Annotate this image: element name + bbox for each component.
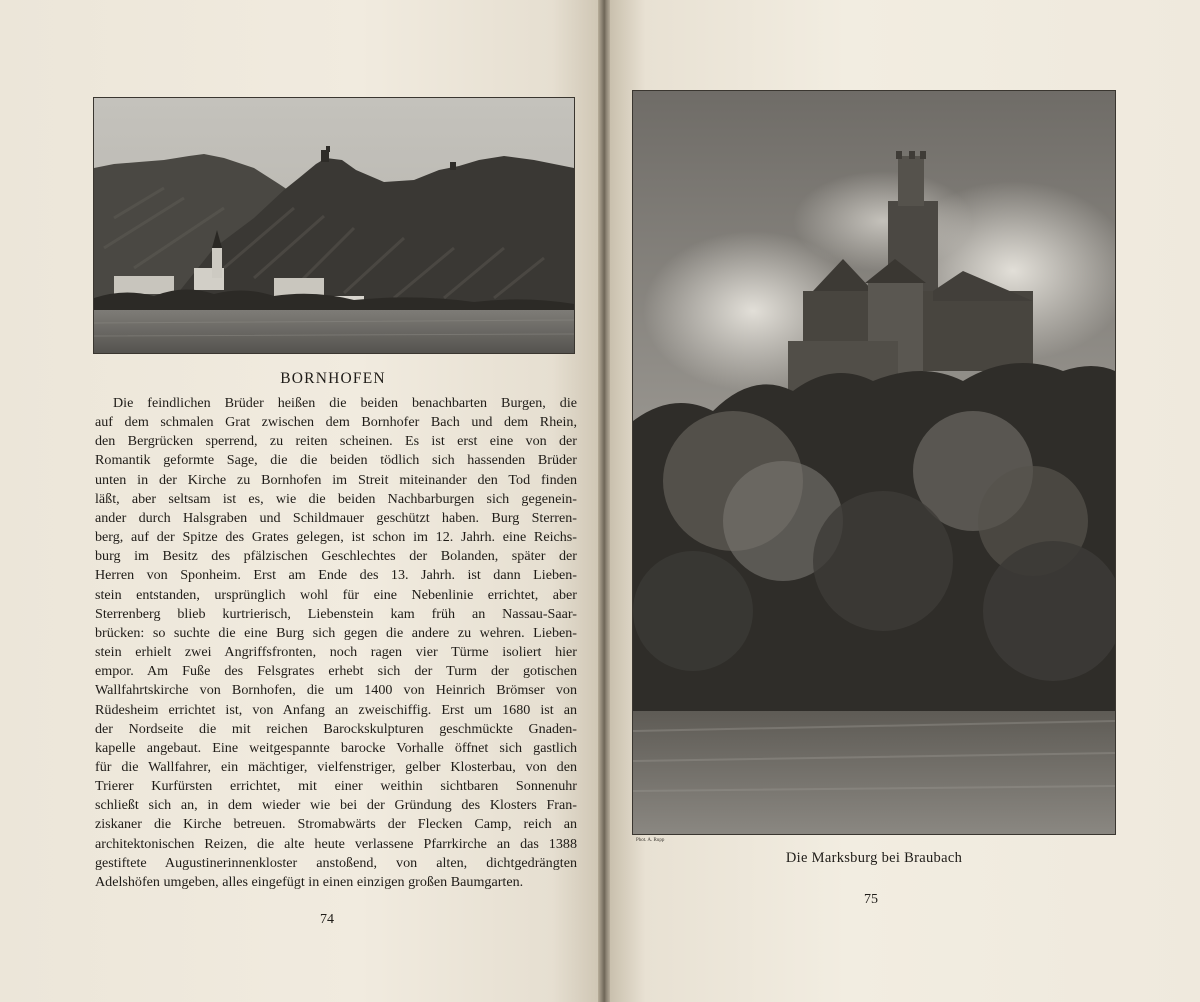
text-line: Rüdesheim errichtet ist, von Anfang an zweischiffig. Erst um 1680 ist an bbox=[95, 701, 577, 718]
text-line: Herren von Sponheim. Erst am Ende des 13. Jahrh. ist dann Lieben- bbox=[95, 567, 577, 584]
body-text bbox=[95, 394, 577, 892]
section-heading: BORNHOFEN bbox=[280, 370, 386, 387]
text-line: Adelshöfen umgeben, alles eingefügt in einen einzigen großen Baumgarten. bbox=[95, 873, 524, 890]
text-line: der Nordseite die mit reichen Barockskulpturen geschmückte Gnaden- bbox=[95, 720, 577, 737]
text-line: brücken: so suchte die eine Burg sich gegen die andere zu wehren. Lieben- bbox=[95, 624, 577, 641]
text-line: gestiftete Augustinerinnenkloster anstoßend, von alten, dichtgedrängten bbox=[95, 854, 577, 871]
text-line: ander durch Halsgraben und Schildmauer geschützt haben. Burg Sterren- bbox=[95, 509, 577, 526]
text-line: Die feindlichen Brüder heißen die beiden benachbarten Burgen, die bbox=[113, 395, 577, 411]
bornhofen-landscape-image bbox=[94, 98, 574, 353]
text-line: empor. Am Fuße des Felsgrates erhebt sich der Turm der gotischen bbox=[95, 663, 577, 680]
text-line: burg im Besitz des pfälzischen Geschlechtes der Bolanden, später der bbox=[95, 548, 577, 565]
text-line: kapelle angebaut. Eine weitgespannte barocke Vorhalle öffnet sich gastlich bbox=[95, 739, 577, 756]
text-line: Romantik geformte Sage, die die beiden tödlich sich hassenden Brüder bbox=[95, 452, 577, 469]
text-line: den Bergrücken sperrend, zu reiten scheinen. Es ist erst eine von der bbox=[95, 433, 577, 450]
text-line: auf dem schmalen Grat zwischen dem Bornhofer Bach und dem Rhein, bbox=[95, 414, 577, 431]
bornhofen-photo bbox=[93, 97, 575, 354]
marksburg-castle-image bbox=[633, 91, 1115, 834]
text-line: stein erhielt zwei Angriffsfronten, noch ragen vier Türme isoliert hier bbox=[95, 644, 577, 661]
photo-credit: Phot. A. Rupp bbox=[636, 838, 665, 843]
photo-caption: Die Marksburg bei Braubach bbox=[785, 850, 963, 866]
text-line: unten in der Kirche zu Bornhofen im Streit miteinander den Tod finden bbox=[95, 471, 577, 488]
text-line: läßt, aber seltsam ist es, wie die beiden Nachbarburgen sich gegenein- bbox=[95, 490, 577, 507]
page-number-right: 75 bbox=[864, 892, 878, 907]
text-line: berg, auf der Spitze des Grates gelegen, ist schon im 12. Jahrh. eine Reichs- bbox=[95, 529, 577, 546]
text-line: für die Wallfahrer, ein mächtiger, vielfenstriger, gelber Klosterbau, von den bbox=[95, 758, 577, 775]
text-line: schließt sich an, in dem wieder wie bei der Gründung des Klosters Fran- bbox=[95, 797, 577, 814]
text-line: Trierer Kurfürsten errichtet, mit einer weithin sichtbaren Sonnenuhr bbox=[95, 778, 577, 795]
page-number-left: 74 bbox=[320, 912, 334, 927]
text-line: Sterrenberg blieb kurtrierisch, Liebenstein kam früh an Nassau-Saar- bbox=[95, 605, 577, 622]
text-line: architektonischen Reizen, die alte heute verlassene Pfarrkirche an das 1388 bbox=[95, 835, 577, 852]
text-line: Wallfahrtskirche von Bornhofen, die um 1400 von Heinrich Brömser von bbox=[95, 682, 577, 699]
marksburg-photo bbox=[632, 90, 1116, 835]
text-line: ziskaner die Kirche betreuen. Stromabwärts der Flecken Camp, reich an bbox=[95, 816, 577, 833]
text-line: stein entstanden, ursprünglich wohl für eine Nebenlinie errichtet, aber bbox=[95, 586, 577, 603]
